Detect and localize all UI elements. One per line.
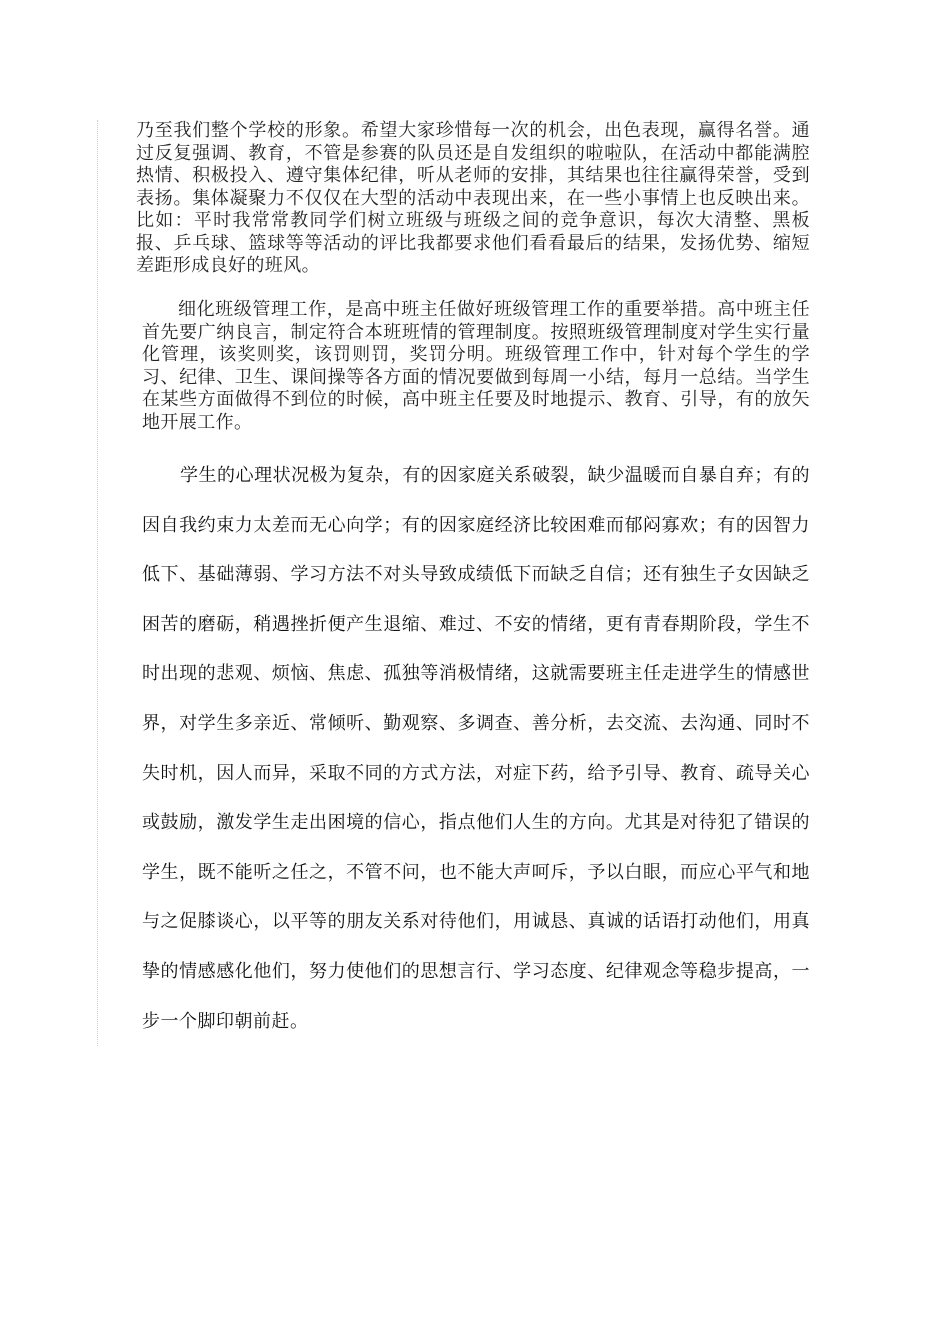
paragraph-class-management: 细化班级管理工作，是高中班主任做好班级管理工作的重要举措。高中班主任首先要广纳良言，制定符合本班班情的管理制度。按照班级管理制度对学生实行量化管理，该奖则奖，该罚则罚，奖罚分明。班级管理工作中，针对每个学生的学习、纪律、卫生、课间操等各方面的情况要做到每周一小结，每月一总结。当学生在某些方面做得不到位的时候，高中班主任要及时地提示、教育、引导，有的放矢地开展工作。 [142, 299, 810, 433]
paragraph-student-psychology: 学生的心理状况极为复杂，有的因家庭关系破裂，缺少温暖而自暴自弃；有的因自我约束力太差而无心向学；有的因家庭经济比较困难而郁闷寡欢；有的因智力低下、基础薄弱、学习方法不对头导致成绩低下而缺乏自信；还有独生子女因缺乏困苦的磨砺，稍遇挫折便产生退缩、难过、不安的情绪，更有青春期阶段，学生不时出现的悲观、烦恼、焦虑、孤独等消极情绪，这就需要班主任走进学生的情感世界，对学生多亲近、常倾听、勤观察、多调查、善分析，去交流、去沟通、同时不失时机，因人而异，采取不同的方式方法，对症下药，给予引导、教育、疏导关心或鼓励，激发学生走出困境的信心，指点他们人生的方向。尤其是对待犯了错误的学生，既不能听之任之，不管不问，也不能大声呵斥，予以白眼，而应心平气和地与之促膝谈心，以平等的朋友关系对待他们，用诚恳、真诚的话语打动他们，用真挚的情感感化他们，努力使他们的思想言行、学习态度、纪律观念等稳步提高，一步一个脚印朝前赶。 [142, 465, 810, 1032]
paragraph-class-image: 乃至我们整个学校的形象。希望大家珍惜每一次的机会，出色表现，赢得名誉。通过反复强调、教育，不管是参赛的队员还是自发组织的啦啦队，在活动中都能满腔热情、积极投入、遵守集体纪律，听从老师的安排，其结果也往往赢得荣誉，受到表扬。集体凝聚力不仅仅在大型的活动中表现出来，在一些小事情上也反映出来。比如：平时我常常教同学们树立班级与班级之间的竞争意识，每次大清整、黑板报、乒乓球、篮球等等活动的评比我都要求他们看看最后的结果，发扬优势、缩短差距形成良好的班风。 [136, 120, 810, 276]
margin-rule [97, 120, 98, 1046]
